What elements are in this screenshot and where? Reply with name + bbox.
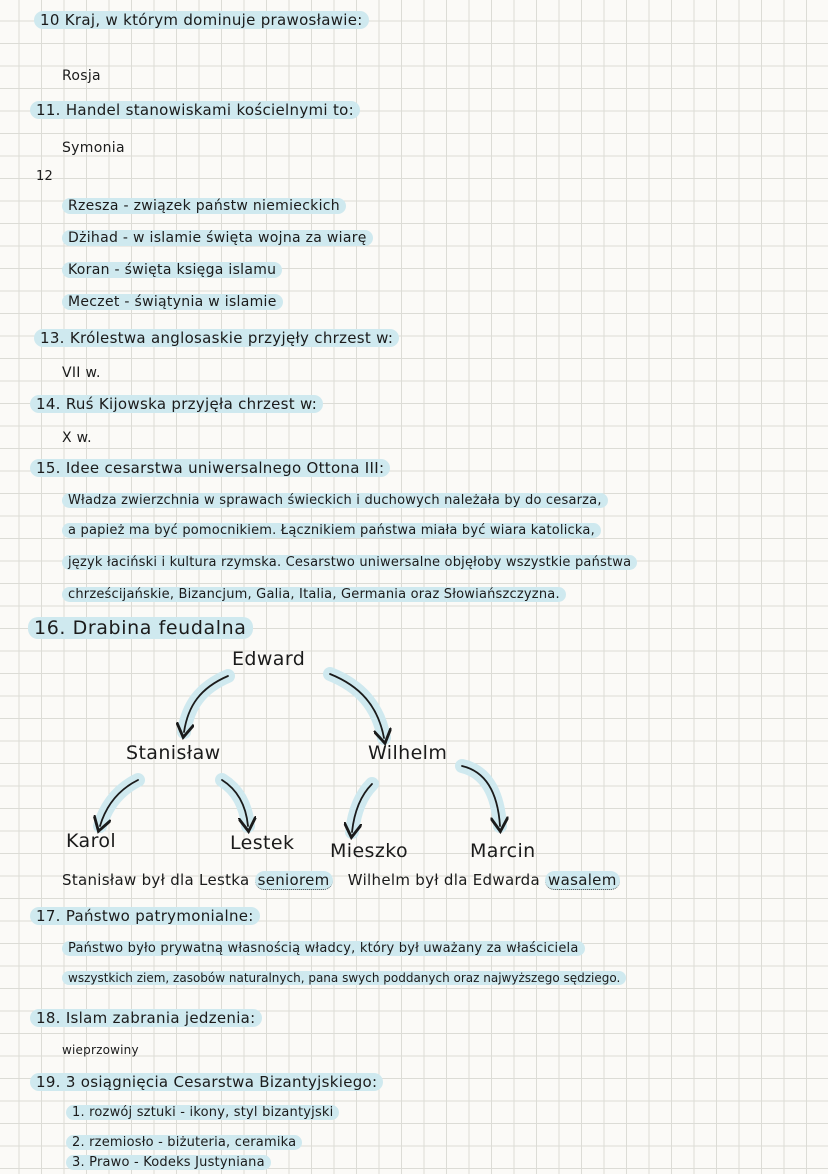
- q15-line-4: chrześcijańskie, Bizancjum, Galia, Italia, Germania oraz Słowiańszczyzna.: [62, 588, 566, 603]
- tree-leaf-marcin: Marcin: [470, 840, 536, 862]
- answer-11: Symonia: [62, 140, 125, 156]
- q16-sentence-a: Stanisław był dla Lestka: [62, 871, 250, 889]
- question-12-label: 12: [36, 169, 53, 184]
- q12-item-dzihad: Dżihad - w islamie święta wojna za wiarę: [62, 230, 373, 246]
- q12-item-rzesza: Rzesza - związek państw niemieckich: [62, 198, 346, 214]
- tree-root-edward: Edward: [232, 648, 306, 670]
- question-17-text: 17. Państwo patrymonialne:: [30, 907, 260, 925]
- q16-sentence-b: Wilhelm był dla Edwarda: [347, 871, 540, 889]
- q17-line-2: wszystkich ziem, zasobów naturalnych, pana swych poddanych oraz najwyższego sędziego.: [62, 972, 626, 986]
- q12-item-meczet: Meczet - świątynia w islamie: [62, 294, 283, 310]
- question-17: [30, 908, 260, 925]
- q16-blank-a: seniorem: [255, 871, 333, 890]
- tree-node-stanislaw: Stanisław: [126, 742, 221, 764]
- question-14-text: 14. Ruś Kijowska przyjęła chrzest w:: [30, 395, 323, 413]
- tree-leaf-lestek: Lestek: [230, 832, 295, 854]
- question-13-text: 13. Królestwa anglosaskie przyjęły chrzest w:: [34, 329, 399, 347]
- tree-leaf-mieszko: Mieszko: [330, 840, 408, 862]
- answer-10: Rosja: [62, 68, 101, 84]
- question-16-text: 16. Drabina feudalna: [28, 617, 253, 639]
- tree-node-wilhelm: Wilhelm: [368, 742, 448, 764]
- answer-14: X w.: [62, 430, 92, 446]
- q15-line-1: Władza zwierzchnia w sprawach świeckich i duchowych należała by do cesarza,: [62, 494, 608, 509]
- question-18-text: 18. Islam zabrania jedzenia:: [30, 1009, 262, 1027]
- q19-item-3: 3. Prawo - Kodeks Justyniana: [66, 1156, 271, 1171]
- question-19-text: 19. 3 osiągnięcia Cesarstwa Bizantyjskiego:: [30, 1073, 383, 1091]
- q12-item-koran: Koran - święta księga islamu: [62, 262, 282, 278]
- answer-18: wieprzowiny: [62, 1043, 139, 1057]
- answer-13: VII w.: [62, 365, 101, 381]
- q19-item-2: 2. rzemiosło - biżuteria, ceramika: [66, 1136, 302, 1151]
- q15-line-2: a papież ma być pomocnikiem. Łącznikiem państwa miała być wiara katolicka,: [62, 524, 601, 539]
- q15-line-3: język łaciński i kultura rzymska. Cesarstwo uniwersalne objęłoby wszystkie państwa: [62, 556, 637, 571]
- q19-item-1: 1. rozwój sztuki - ikony, styl bizantyjski: [66, 1106, 339, 1121]
- q16-blank-b: wasalem: [545, 871, 620, 890]
- question-18: [30, 1010, 262, 1027]
- tree-leaf-karol: Karol: [66, 830, 117, 852]
- question-19: [30, 1074, 383, 1091]
- question-10-text: 10 Kraj, w którym dominuje prawosławie:: [34, 11, 369, 29]
- q17-line-1: Państwo było prywatną własnością władcy, który był uważany za właściciela: [62, 942, 585, 957]
- question-15-text: 15. Idee cesarstwa uniwersalnego Ottona III:: [30, 459, 390, 477]
- q16-relations: [62, 872, 620, 889]
- question-11-text: 11. Handel stanowiskami kościelnymi to:: [30, 101, 360, 119]
